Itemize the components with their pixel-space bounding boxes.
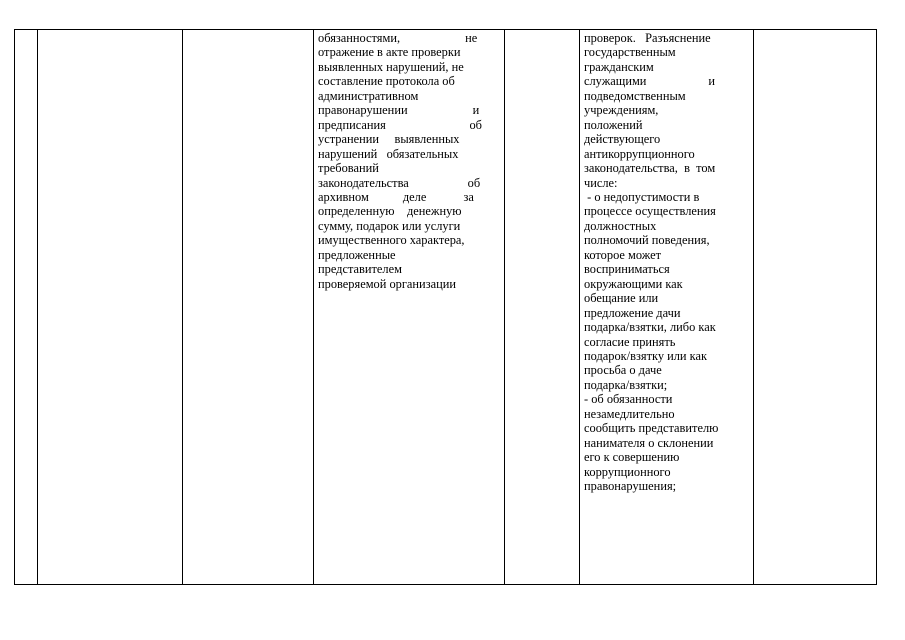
text-line: которое может xyxy=(584,247,662,262)
text-line: предложение дачи xyxy=(584,305,681,320)
cell-column-5 xyxy=(505,30,580,585)
text-line: составление протокола об xyxy=(318,74,455,89)
text-line: просьба о даче xyxy=(584,363,662,378)
text-line: предложенные xyxy=(318,247,396,262)
text-line: подарка/взятки; xyxy=(584,377,668,392)
text-line: законодательства об xyxy=(318,175,481,190)
cell-measures-description xyxy=(580,30,754,585)
text-line: гражданским xyxy=(584,59,654,74)
cell-column-7 xyxy=(754,30,877,585)
text-line: имущественного характера, xyxy=(318,233,465,248)
text-line: административном xyxy=(318,88,419,103)
text-line: - об обязанности xyxy=(584,392,673,407)
text-line: правонарушении и xyxy=(318,103,480,118)
text-line: сумму, подарок или услуги xyxy=(318,218,461,233)
table-row xyxy=(15,30,877,585)
text-line: восприниматься xyxy=(584,262,670,277)
text-line: подведомственным xyxy=(584,88,686,103)
text-line: проверок. Разъяснение xyxy=(584,31,711,45)
text-line: служащими и xyxy=(584,74,716,89)
text-line: нарушений обязательных xyxy=(318,146,459,161)
text-line: антикоррупционного xyxy=(584,146,695,161)
cell-column-2 xyxy=(38,30,183,585)
text-line: проверяемой организации xyxy=(318,276,456,291)
text-line: согласие принять xyxy=(584,334,676,349)
text-line: устранении выявленных xyxy=(318,132,460,147)
text-line: полномочий поведения, xyxy=(584,233,710,248)
text-line: числе: xyxy=(584,175,618,190)
text-line: определенную денежную xyxy=(318,204,462,219)
cell-number xyxy=(15,30,38,585)
text-line: процессе осуществления xyxy=(584,204,716,219)
text-line: его к совершению xyxy=(584,450,680,465)
text-line: законодательства, в том xyxy=(584,161,716,176)
text-line: должностных xyxy=(584,218,657,233)
text-line: окружающими как xyxy=(584,276,683,291)
text-line: - о недопустимости в xyxy=(584,189,700,204)
document-table xyxy=(14,29,877,585)
text-line: отражение в акте проверки xyxy=(318,45,461,60)
text-line: обещание или xyxy=(584,291,659,306)
text-line: предписания об xyxy=(318,117,482,132)
text-line: архивном деле за xyxy=(318,189,474,204)
text-line: правонарушения; xyxy=(584,479,677,494)
text-line: государственным xyxy=(584,45,676,60)
text-line: подарка/взятки, либо как xyxy=(584,320,716,335)
text-line: обязанностями, не xyxy=(318,31,478,45)
text-line: подарок/взятку или как xyxy=(584,348,708,363)
cell-violation-description xyxy=(314,30,505,585)
text-line: сообщить представителю xyxy=(584,421,719,436)
text-line: незамедлительно xyxy=(584,406,675,421)
cell-column-3 xyxy=(183,30,314,585)
text-line: положений xyxy=(584,117,643,132)
text-line: выявленных нарушений, не xyxy=(318,59,464,74)
text-line: представителем xyxy=(318,262,402,277)
text-line: коррупционного xyxy=(584,464,671,479)
text-line: нанимателя о склонении xyxy=(584,435,714,450)
text-line: действующего xyxy=(584,132,661,147)
text-line: учреждениям, xyxy=(584,103,659,118)
text-line: требований xyxy=(318,161,379,176)
